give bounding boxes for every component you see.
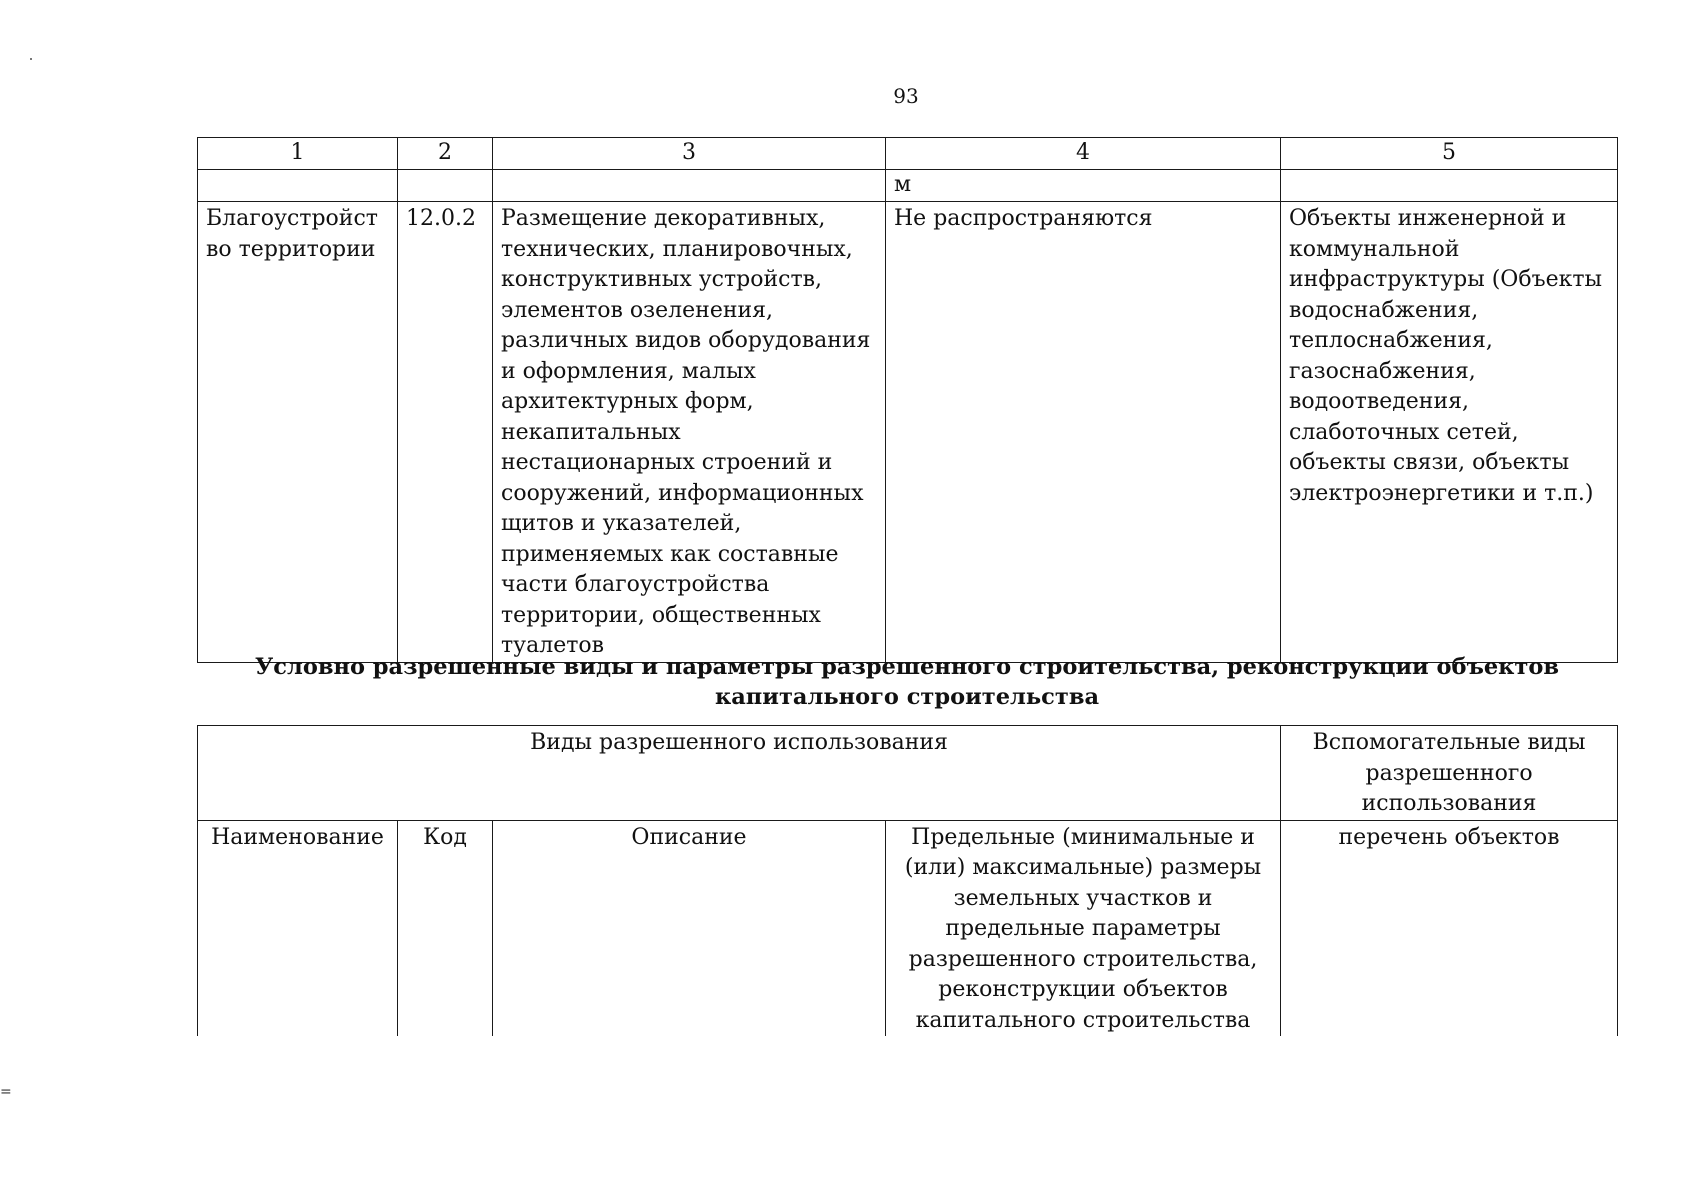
empty-cell bbox=[493, 170, 886, 202]
group-header: Виды разрешенного использования bbox=[198, 726, 1281, 821]
use-description: Размещение декоративных, технических, планировочных, конструктивных устройств, элементов озеленения, различных видов оборудования и оформления, малых архитектурных форм, некапитальных нестационарных строений и сооружений, информационных щитов и указателей, применяемых как составные части благоустройства территории, общественных туалетов bbox=[501, 206, 871, 658]
section-heading: Условно разрешенные виды и параметры разрешенного строительства, реконструкции объектов капитального строительства bbox=[255, 654, 1559, 710]
column-number: 4 bbox=[886, 138, 1281, 170]
use-code-cell bbox=[398, 202, 493, 663]
scan-speck bbox=[30, 58, 32, 60]
use-description-cell bbox=[493, 202, 886, 663]
column-number: 1 bbox=[198, 138, 398, 170]
auxiliary-uses: Объекты инженерной и коммунальной инфраструктуры (Объекты водоснабжения, теплоснабжения, газоснабжения, водоотведения, слаботочных сетей, объекты связи, объекты электроэнергетики и т.п.) bbox=[1289, 206, 1603, 506]
aux-header: Вспомогательные виды разрешенного использования bbox=[1281, 726, 1618, 821]
empty-cell bbox=[1281, 170, 1618, 202]
column-number: 2 bbox=[398, 138, 493, 170]
column-header-name: Наименование bbox=[198, 820, 398, 1036]
use-code: 12.0.2 bbox=[406, 206, 476, 231]
table-row bbox=[198, 202, 1618, 663]
scan-edge-mark: = bbox=[0, 1084, 12, 1100]
auxiliary-uses-cell bbox=[1281, 202, 1618, 663]
unit-cell: м bbox=[886, 170, 1281, 202]
header-row bbox=[198, 726, 1618, 821]
use-parameters: Не распространяются bbox=[894, 206, 1153, 231]
column-number: 3 bbox=[493, 138, 886, 170]
unit-row bbox=[198, 170, 1618, 202]
use-name-cell bbox=[198, 202, 398, 663]
column-header-parameters: Предельные (минимальные и (или) максимальные) размеры земельных участков и предельные параметры разрешенного строительства, реконструкции объектов капитального строительства bbox=[886, 820, 1281, 1036]
column-header-code: Код bbox=[398, 820, 493, 1036]
column-number-row bbox=[198, 138, 1618, 170]
column-number: 5 bbox=[1281, 138, 1618, 170]
subheader-row bbox=[198, 820, 1618, 1036]
permitted-uses-table bbox=[197, 137, 1618, 663]
empty-cell bbox=[198, 170, 398, 202]
page-number: 93 bbox=[893, 84, 919, 108]
use-parameters-cell bbox=[886, 202, 1281, 663]
use-name: Благоустройство территории bbox=[206, 206, 378, 262]
empty-cell bbox=[398, 170, 493, 202]
column-header-auxiliary: перечень объектов bbox=[1281, 820, 1618, 1036]
column-header-description: Описание bbox=[493, 820, 886, 1036]
conditional-uses-table bbox=[197, 725, 1618, 1036]
